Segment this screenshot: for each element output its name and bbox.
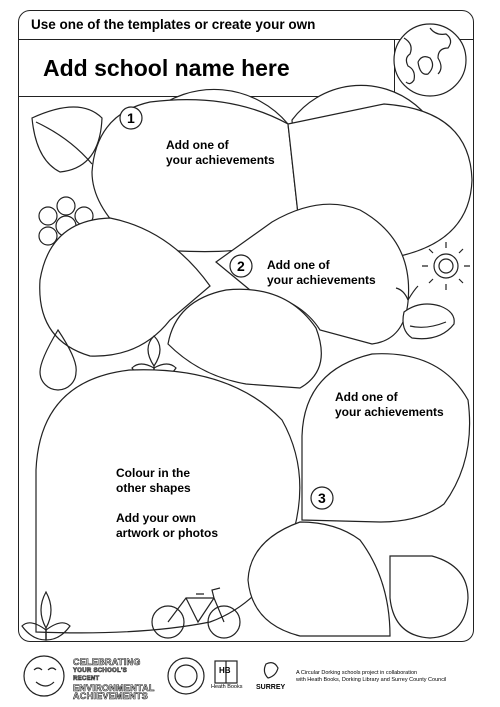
number-1: 1: [127, 110, 135, 126]
globe-icon: [394, 24, 466, 96]
achievement-2-line-2: your achievements: [267, 273, 376, 287]
campaign-wordmark: [73, 658, 155, 701]
whale-icon: [396, 286, 454, 339]
footer: [18, 648, 474, 703]
number-3: 3: [318, 490, 326, 506]
artwork-instructions: [116, 511, 218, 541]
heath-books-initials: HB: [219, 666, 231, 675]
leaf-icon: [32, 107, 102, 172]
credits: [296, 670, 471, 684]
achievement-1-label[interactable]: [166, 138, 275, 168]
achievement-2-line-1: Add one of: [267, 258, 330, 272]
achievement-2-label[interactable]: [267, 258, 376, 288]
artwork-line-2: artwork or photos: [116, 526, 219, 540]
surrey-label: SURREY: [256, 684, 286, 691]
colour-line-2: other shapes: [116, 481, 191, 495]
template-instruction: Use one of the templates or create your own: [31, 17, 316, 32]
colour-instructions: [116, 466, 191, 496]
school-name-field[interactable]: Add school name here: [43, 55, 290, 81]
campaign-line-3: ENVIRONMENTAL: [73, 682, 155, 693]
campaign-line-2: YOUR SCHOOL'S RECENT: [73, 667, 127, 682]
achievement-3-line-1: Add one of: [335, 390, 398, 404]
heath-books-label: Heath Books: [211, 684, 243, 690]
campaign-line-1: CELEBRATING: [73, 657, 141, 667]
achievement-3-label[interactable]: [335, 390, 444, 420]
number-2: 2: [237, 258, 245, 274]
campaign-line-4: ACHIEVEMENTS: [73, 691, 149, 701]
shape-drop[interactable]: [390, 556, 468, 638]
colour-line-1: Colour in the: [116, 466, 190, 480]
achievement-1-line-1: Add one of: [166, 138, 229, 152]
achievement-3-line-2: your achievements: [335, 405, 444, 419]
credit-line-1: A Circular Dorking schools project in collaboration: [296, 670, 418, 676]
artwork-line-1: Add your own: [116, 511, 196, 525]
sun-icon: [422, 242, 470, 290]
achievement-1-line-2: your achievements: [166, 153, 275, 167]
shape-bottom-circle[interactable]: [248, 522, 390, 636]
credit-line-2: with Heath Books, Dorking Library and Surrey County Council: [296, 677, 447, 683]
